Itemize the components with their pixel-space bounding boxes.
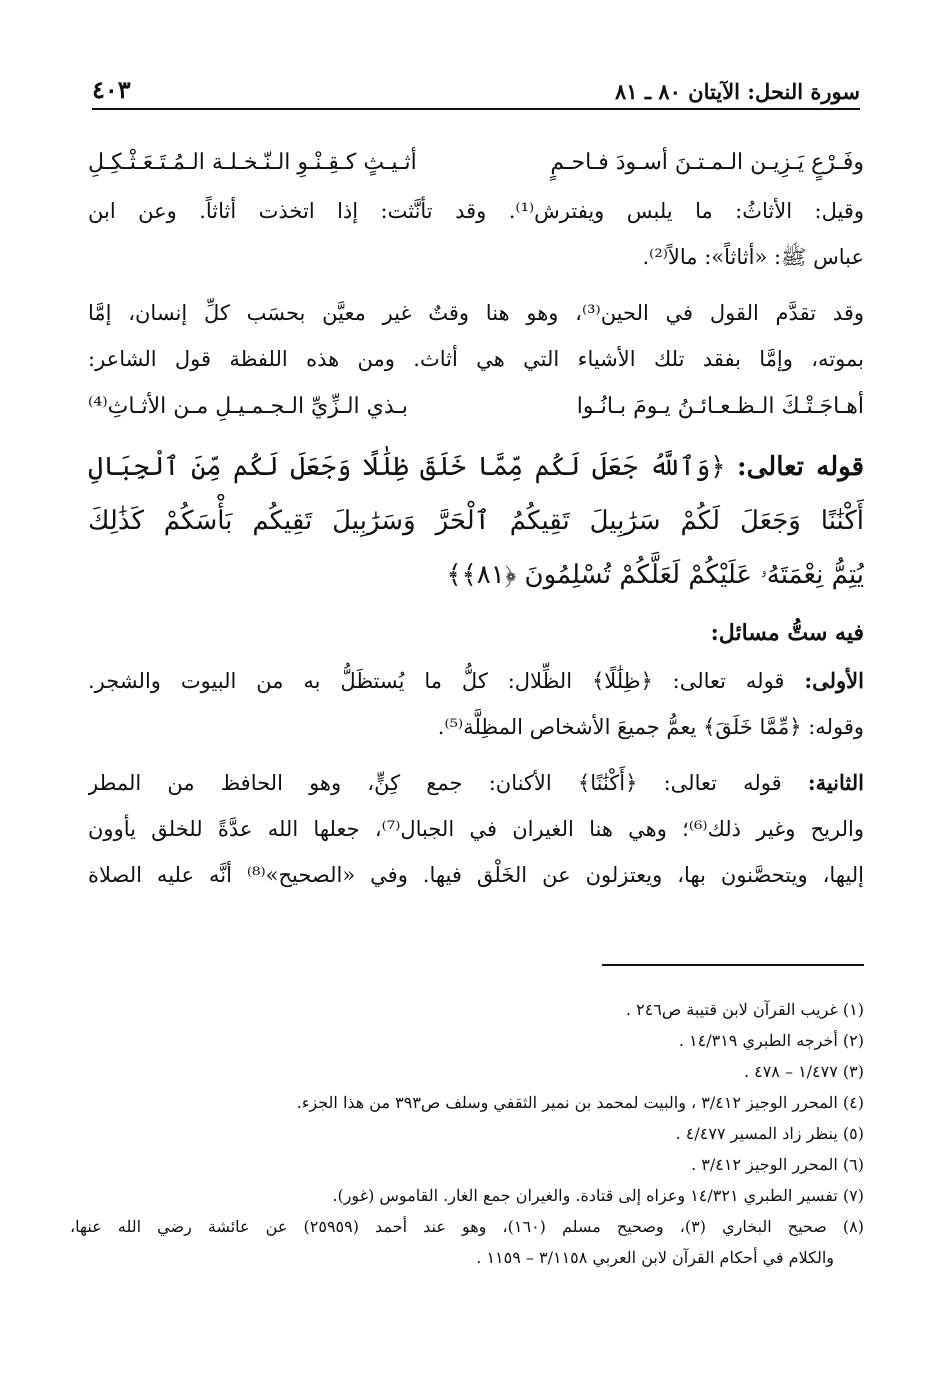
footnote-continuation: والكلام في أحكام القرآن لابن العربي ٣/١١٥٨ – ١١٥٩ . [476,1248,834,1267]
footnote: (٤) المحرر الوجيز ٣/٤١٢ ، والبيت لمحمد بن نمير الثقفي وسلف ص٣٩٣ من هذا الجزء. [296,1093,864,1112]
page-number: ٤٠٣ [92,75,131,104]
paragraph-line: وقيل: الأثاثُ: ما يلبس ويفترش⁽¹⁾. وقد تأنَّثت: إذا اتخذت أثاثاً. وعن ابن [88,199,864,223]
surah-title: سورة النحل: الآيتان ٨٠ ـ ٨١ [614,79,860,104]
quran-line [88,440,864,494]
footnote: (٣) ١/٤٧٧ – ٤٧٨ . [743,1062,864,1081]
quran-lead: قوله تعالى: [737,452,864,482]
quran-line: أَكْنَٰنًا وَجَعَلَ لَكُمْ سَرَٰبِيلَ تَقِيكُمُ ٱلْحَرَّ وَسَرَٰبِيلَ تَقِيكُم بَأْسَكُمْ كَذَٰلِكَ [88,506,864,536]
footnote: (٧) تفسير الطبري ١٤/٣٢١ وعزاه إلى قتادة. والغيران جمع الغار. القاموس (غور). [332,1186,864,1205]
poetry-verse-2 [88,382,864,432]
footnote: (٥) ينظر زاد المسير ٤/٤٧٧ . [675,1124,864,1143]
issue-first [88,658,864,750]
issue-text: قوله تعالى: ﴿أَكْنَٰنًا﴾ الأكنان: جمع كِنٍّ، وهو الحافظ من المطر [88,771,782,795]
issue-lead: الثانية: [807,770,864,795]
quran-line: يُتِمُّ نِعْمَتَهُۥ عَلَيْكُمْ لَعَلَّكُمْ تُسْلِمُونَ ﴿٨١﴾﴾ [446,560,864,590]
poetry-verse-1 [88,138,864,188]
main-text [88,138,864,898]
issue-lead: الأولى: [804,668,864,693]
issue-second [88,760,864,898]
quran-verse-block [88,440,864,602]
paragraph-line: وقد تقدَّم القول في الحين⁽³⁾، وهو هنا وقتٌ غير معيَّن بحسَب كلِّ إنسان، إمَّا [88,301,864,325]
issues-heading: فيه ستُّ مسائل: [710,620,864,646]
verse-1-right-hemistich: وفَـرْعٍ يَـزِيـن الـمـتـنَ أسـودَ فـاحـمٍ [550,150,864,175]
running-header [92,66,860,110]
verse-2-left-hemistich: بـذي الـزِّيِّ الـجـمـيـلِ مـن الأثـاثِ⁽⁴⁾ [88,394,408,419]
verse-2-right-hemistich: أهـاجَـتْـكَ الـظـعـائـنُ يـومَ بـانُـوا [576,394,864,419]
footnote: (٨) صحيح البخاري (٣)، وصحيح مسلم (١٦٠)، وهو عند أحمد (٢٥٩٥٩) عن عائشة رضي الله عنها، [70,1217,864,1236]
footnotes [70,994,864,1273]
paragraph-line: بموته، وإمَّا بفقد تلك الأشياء التي هي أثاث. ومن هذه اللفظة قول الشاعر: [88,347,864,371]
verse-1-left-hemistich: أثـيـثٍ كـقِـنْـوِ الـنّـخـلـة الـمُـتَـعَـثْـكِـلِ [88,150,417,175]
quran-text: ﴿وَٱللَّهُ جَعَلَ لَكُم مِّمَّا خَلَقَ ظِلَٰلًا وَجَعَلَ لَكُم مِّنَ ٱلْجِبَالِ [88,452,726,482]
footnote-separator [602,964,864,966]
paragraph-line [88,658,864,704]
paragraph-line [88,760,864,806]
issue-text: قوله تعالى: ﴿ظِلَٰلًا﴾ الظِّلال: كلُّ ما يُستظَلُّ به من البيوت والشجر. [88,669,785,693]
paragraph-athath [88,188,864,280]
paragraph-hin [88,290,864,382]
paragraph-line: عباس ﷺ: «أثاثاً»: مالاً⁽²⁾. [642,245,864,269]
footnote: (٦) المحرر الوجيز ٣/٤١٢ . [691,1155,864,1174]
footnote: (١) غريب القرآن لابن قتيبة ص٢٤٦ . [625,1000,864,1019]
paragraph-line: والريح وغير ذلك⁽⁶⁾؛ وهي هنا الغيران في الجبال⁽⁷⁾، جعلها الله عدَّةً للخلق يأوون [88,817,864,841]
paragraph-line: وقوله: ﴿مِّمَّا خَلَقَ﴾ يعمُّ جميعَ الأشخاص المظِلَّة⁽⁵⁾. [437,715,864,739]
footnote: (٢) أخرجه الطبري ١٤/٣١٩ . [678,1031,864,1050]
paragraph-line: إليها، ويتحصَّنون بها، ويعتزلون عن الخَلْق فيها. وفي «الصحيح»⁽⁸⁾ أنَّه عليه الصلاة [88,863,864,887]
